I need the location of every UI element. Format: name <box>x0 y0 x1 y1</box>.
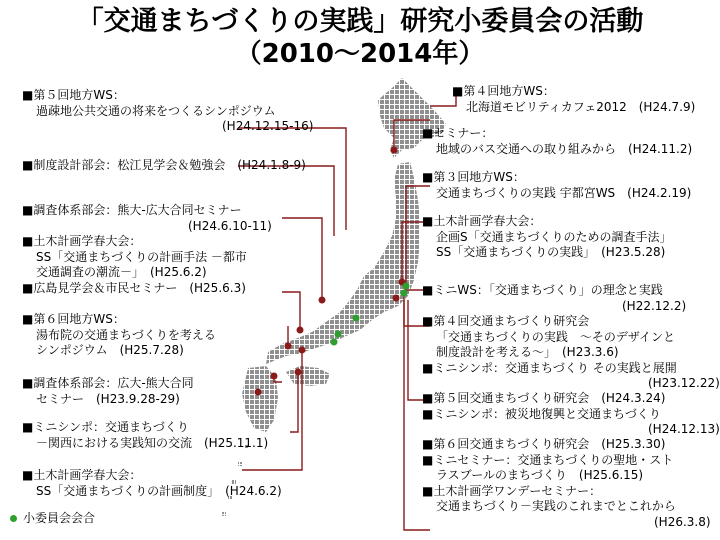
event-line: ■ミニセミナー：交通まちづくりの聖地・スト <box>422 452 674 467</box>
event-line: 交通まちづくり－実践のこれまでとこれから <box>436 499 676 513</box>
event-line: ■土木計画学ワンデーセミナー： <box>422 483 602 498</box>
event-line: ■第４回地方WS： <box>452 84 555 98</box>
event-line: ■第５回地方WS： <box>22 88 125 102</box>
event-block-left-4 <box>22 234 247 296</box>
event-block-right-7 <box>422 391 720 438</box>
event-line: ■調査体系部会：熊大-広大合同セミナー <box>22 203 242 217</box>
event-line: 過疎地公共交通の将来をつくるシンポジウム <box>36 103 276 118</box>
committee-dot <box>335 331 342 338</box>
event-dot <box>319 297 326 304</box>
event-dot <box>297 327 304 334</box>
committee-dot <box>403 283 410 290</box>
event-dot <box>285 343 292 350</box>
event-line: ■制度設計部会：松江見学会＆勉強会 (H24.1.8-9) <box>22 158 306 172</box>
event-date: (H24.6.10-11) <box>188 218 272 233</box>
event-block-right-4 <box>422 214 672 261</box>
event-line: 北海道モビリティカフェ2012 (H24.7.9) <box>466 99 696 114</box>
event-date: (H23.12.22) <box>648 376 720 390</box>
event-dot <box>393 295 400 302</box>
event-block-left-7 <box>22 420 268 451</box>
event-block-left-8 <box>22 468 282 499</box>
event-block-right-8 <box>422 437 711 530</box>
committee-dot <box>353 315 360 322</box>
event-line: SS「交通まちづくりの計画手法 －都市 <box>36 249 247 264</box>
event-line: ラスブールのまちづくり (H25.6.15) <box>436 468 644 482</box>
page-title: 「交通まちづくりの実践」研究小委員会の活動 <box>76 6 644 37</box>
event-line: －関西における実践知の交流 (H25.11.1) <box>36 435 269 450</box>
event-dot <box>271 373 278 380</box>
page-subtitle: （2010〜2014年） <box>235 39 485 69</box>
event-line: SS「交通まちづくりの実践」 (H23.5.28) <box>436 245 666 259</box>
event-line: 「交通まちづくりの実践 〜そのデザインと <box>436 329 676 344</box>
event-line: ■ミニWS：「交通まちづくり」の理念と実践 <box>422 283 663 297</box>
event-line: ■ミニシンポ：交通まちづくり その実践と展開 <box>422 360 677 375</box>
event-line: ■第６回交通まちづくり研究会 (H25.3.30) <box>422 437 666 451</box>
event-line: 企画S「交通まちづくりのための調査手法」 <box>436 229 672 244</box>
event-block-left-1 <box>22 88 313 135</box>
event-line: 交通調査の潮流－」 (H25.6.2) <box>36 265 207 279</box>
event-line: ■第３回地方WS： <box>422 170 525 184</box>
event-line: ■セミナー： <box>422 126 494 140</box>
event-line: シンポジウム (H25.7.28) <box>36 343 184 357</box>
event-date: (H24.12.13) <box>648 422 720 436</box>
event-block-left-3 <box>22 203 272 234</box>
event-dot <box>295 369 302 376</box>
committee-dot <box>401 290 408 297</box>
event-line: ■調査体系部会：広大-熊大合同 <box>22 376 194 390</box>
event-line: ■土木計画学春大会： <box>422 214 542 228</box>
event-dot <box>255 389 262 396</box>
event-dot <box>299 347 306 354</box>
event-date: (H26.3.8) <box>654 514 711 529</box>
event-line: 地域のバス交通への取り組みから (H24.11.2) <box>436 141 693 156</box>
committee-dot <box>331 339 338 346</box>
event-line: ■土木計画学春大会： <box>22 234 142 248</box>
event-line: 湯布院の交通まちづくりを考える <box>36 327 216 342</box>
event-block-right-3 <box>422 170 691 201</box>
event-line: セミナー (H23.9.28-29) <box>36 391 180 406</box>
event-dot <box>391 147 398 154</box>
event-block-right-2 <box>422 126 692 157</box>
event-date: (H22.12.2) <box>622 298 687 313</box>
event-line: 制度設計を考える〜」 (H23.3.6) <box>436 345 619 359</box>
event-line: ■第４回交通まちづくり研究会 <box>422 314 590 328</box>
legend <box>10 511 95 526</box>
legend-label: 小委員会会合 <box>23 511 96 525</box>
event-block-left-5 <box>22 312 216 359</box>
event-block-right-6 <box>422 314 720 392</box>
event-line: 交通まちづくりの実践 宇都宮WS (H24.2.19) <box>436 185 692 200</box>
event-block-right-1 <box>452 84 695 115</box>
event-line: ■広島見学会＆市民セミナー (H25.6.3) <box>22 280 246 295</box>
event-block-left-6 <box>22 376 194 407</box>
event-line: ■ミニシンポ：被災地復興と交通まちづくり <box>422 406 661 421</box>
event-block-right-5 <box>422 283 686 314</box>
event-line: ■第６回地方WS： <box>22 312 125 326</box>
event-line: SS「交通まちづくりの計画制度」 (H24.6.2) <box>36 483 282 498</box>
event-date: (H24.12.15-16) <box>222 119 314 133</box>
event-line: ■ミニシンポ：交通まちづくり <box>22 420 189 434</box>
committee-dot-icon <box>10 515 17 522</box>
event-line: ■土木計画学春大会： <box>22 468 142 482</box>
event-line: ■第５回交通まちづくり研究会 (H24.3.24) <box>422 391 666 405</box>
event-block-left-2 <box>22 158 306 174</box>
